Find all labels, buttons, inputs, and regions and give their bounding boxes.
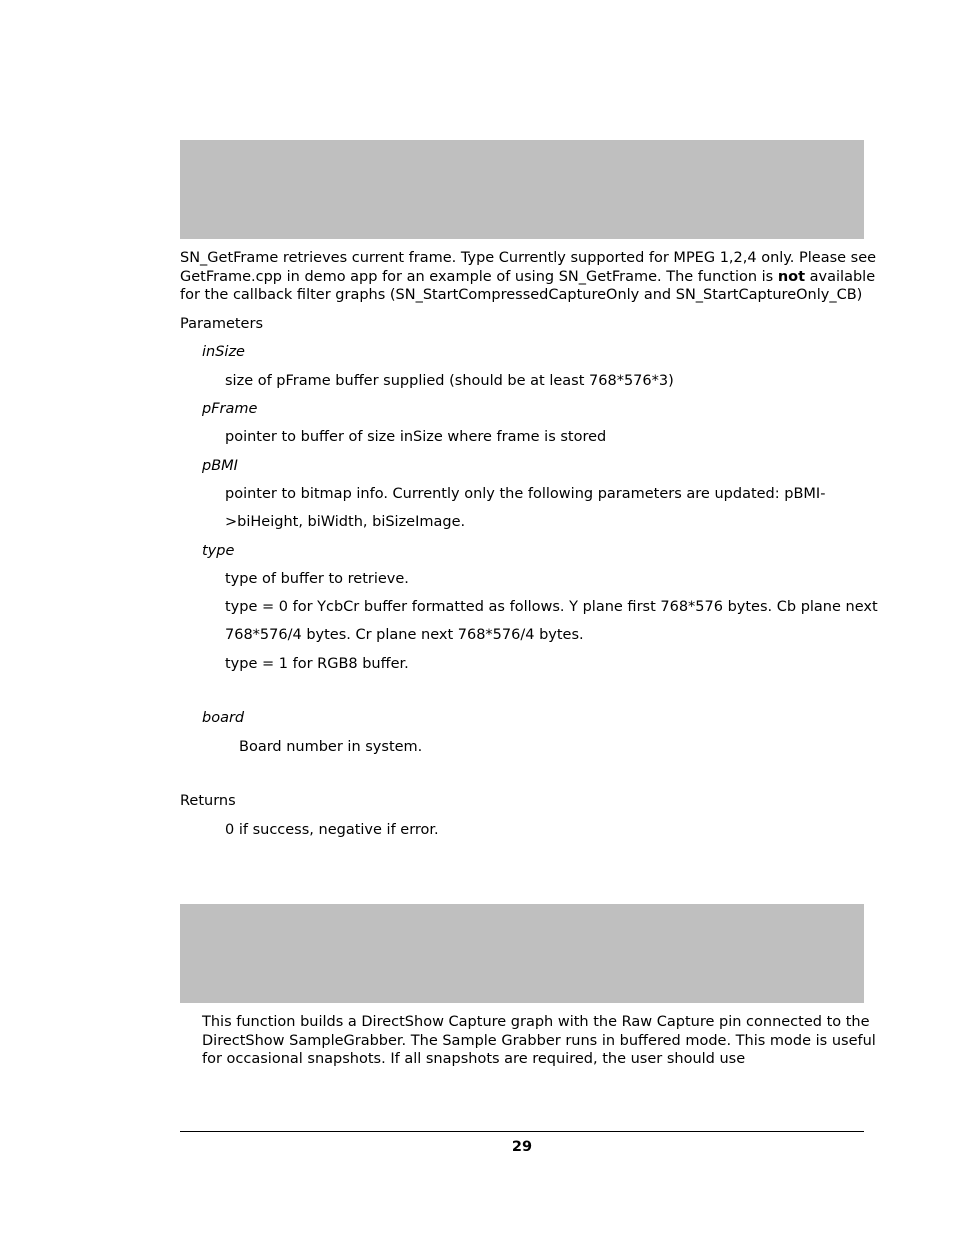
returns-description: 0 if success, negative if error.: [225, 822, 439, 838]
samplegrabber-line-2: DirectShow SampleGrabber. The Sample Grabber runs in buffered mode. This mode is useful: [202, 1032, 876, 1049]
description-line-2-start: GetFrame.cpp in demo app for an example of using SN_GetFrame. The function is: [180, 268, 778, 285]
description-line-3: for the callback filter graphs (SN_StartCompressedCaptureOnly and SN_StartCaptureOnly_CB): [180, 287, 863, 303]
parameters-heading: Parameters: [180, 316, 263, 332]
function-header-box-samplegrabber: [180, 904, 864, 1003]
param-name-pframe: pFrame: [202, 401, 258, 417]
description-line-2: [180, 268, 876, 287]
param-desc-insize: size of pFrame buffer supplied (should be at least 768*576*3): [225, 373, 674, 389]
page-number: 29: [511, 1139, 533, 1155]
param-desc-board: Board number in system.: [239, 739, 423, 755]
param-desc-pframe: pointer to buffer of size inSize where frame is stored: [225, 429, 607, 445]
description-line-2-end: available: [805, 268, 876, 285]
param-name-insize: inSize: [202, 344, 245, 360]
returns-heading: Returns: [180, 793, 236, 809]
samplegrabber-line-3: for occasional snapshots. If all snapshots are required, the user should use: [202, 1051, 746, 1067]
param-desc-type-line-4: type = 1 for RGB8 buffer.: [225, 656, 409, 672]
description-bold-not: not: [777, 268, 806, 285]
param-desc-type-line-1: type of buffer to retrieve.: [225, 571, 409, 587]
param-name-type: type: [202, 543, 235, 559]
param-desc-pbmi-line-2: >biHeight, biWidth, biSizeImage.: [225, 514, 466, 530]
function-header-box-getframe: [180, 140, 864, 239]
footer-rule: [180, 1131, 864, 1132]
param-desc-type-line-3: 768*576/4 bytes. Cr plane next 768*576/4 bytes.: [225, 627, 584, 643]
param-desc-pbmi-line-1: pointer to bitmap info. Currently only the following parameters are updated: pBMI-: [225, 486, 826, 502]
param-name-board: board: [202, 710, 245, 726]
samplegrabber-description: [202, 1013, 876, 1069]
param-name-pbmi: pBMI: [202, 458, 238, 474]
param-desc-type-line-2: type = 0 for YcbCr buffer formatted as follows. Y plane first 768*576 bytes. Cb plane next: [225, 599, 878, 615]
description-line-1: SN_GetFrame retrieves current frame. Type Currently supported for MPEG 1,2,4 only. Please see: [180, 250, 877, 266]
samplegrabber-line-1: This function builds a DirectShow Capture graph with the Raw Capture pin connected to the: [202, 1014, 870, 1030]
getframe-description: [180, 249, 877, 305]
